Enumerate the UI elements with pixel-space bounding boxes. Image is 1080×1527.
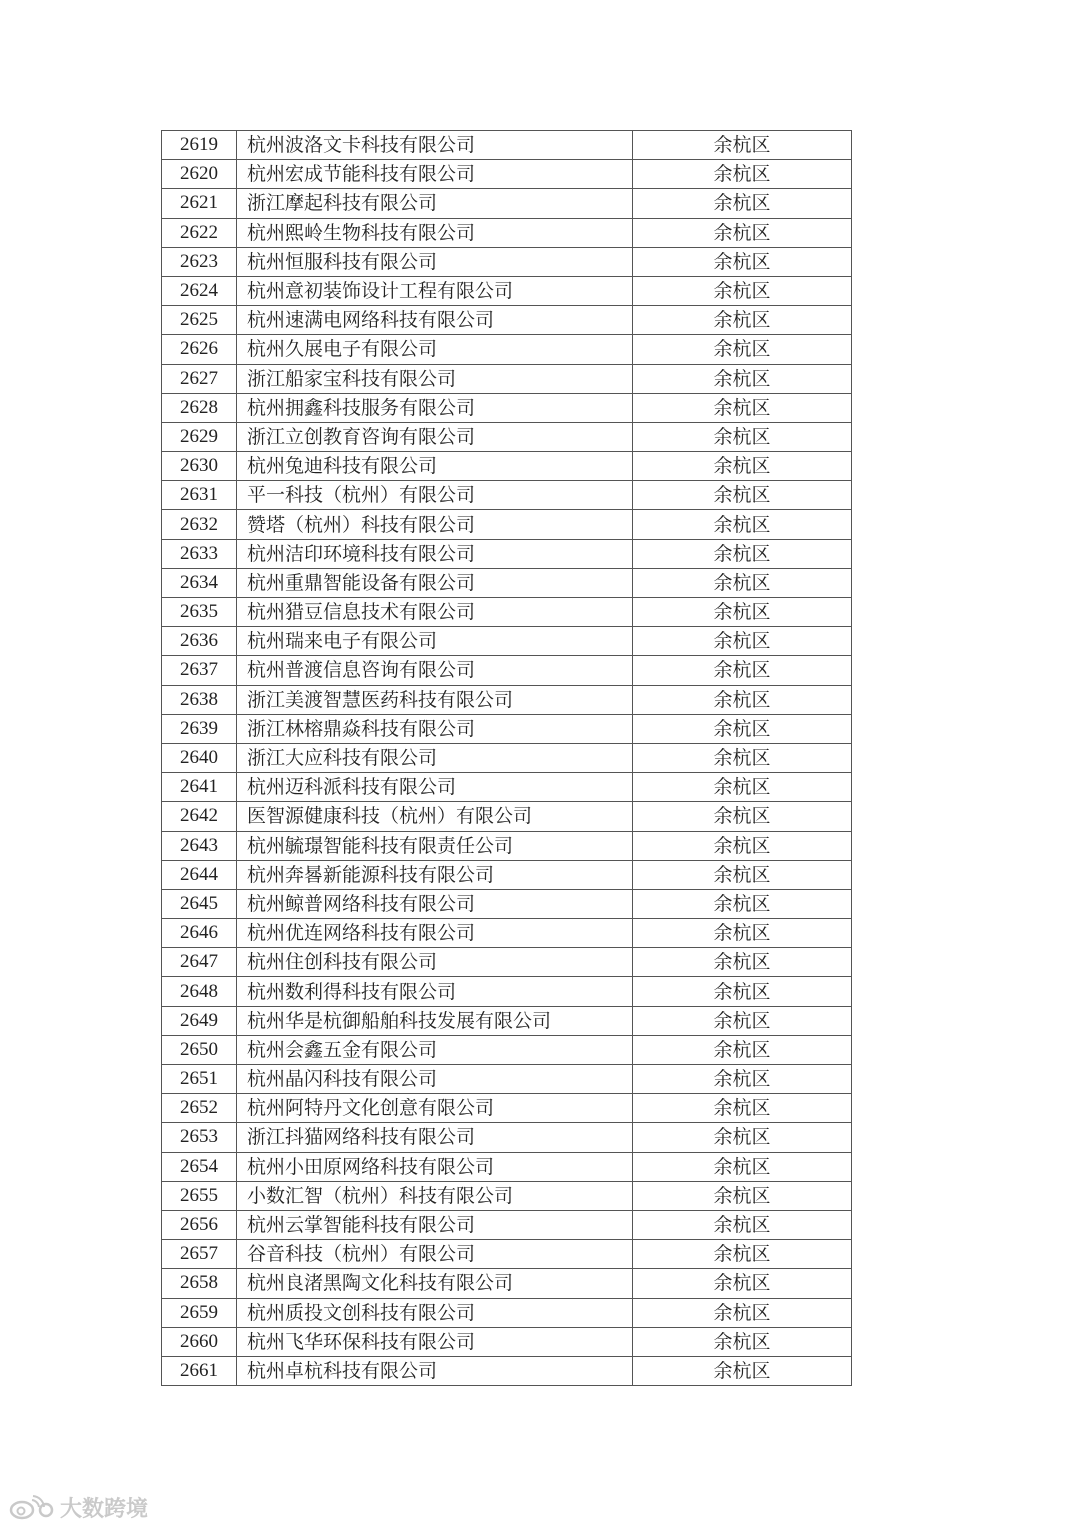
company-name: 赞塔（杭州）科技有限公司 bbox=[237, 510, 633, 539]
district-name: 余杭区 bbox=[633, 1356, 852, 1385]
company-name: 杭州猎豆信息技术有限公司 bbox=[237, 598, 633, 627]
table-row bbox=[162, 1123, 852, 1152]
row-number: 2624 bbox=[162, 276, 237, 305]
table-body bbox=[162, 131, 852, 1386]
row-number: 2640 bbox=[162, 743, 237, 772]
row-number: 2651 bbox=[162, 1065, 237, 1094]
row-number: 2660 bbox=[162, 1327, 237, 1356]
company-name: 浙江林榕鼎焱科技有限公司 bbox=[237, 714, 633, 743]
row-number: 2623 bbox=[162, 247, 237, 276]
district-name: 余杭区 bbox=[633, 1123, 852, 1152]
table-row bbox=[162, 364, 852, 393]
table-row bbox=[162, 1094, 852, 1123]
row-number: 2644 bbox=[162, 860, 237, 889]
row-number: 2636 bbox=[162, 627, 237, 656]
row-number: 2621 bbox=[162, 189, 237, 218]
company-name: 杭州兔迪科技有限公司 bbox=[237, 452, 633, 481]
district-name: 余杭区 bbox=[633, 335, 852, 364]
row-number: 2650 bbox=[162, 1035, 237, 1064]
row-number: 2641 bbox=[162, 773, 237, 802]
company-name: 杭州卓杭科技有限公司 bbox=[237, 1356, 633, 1385]
table-row bbox=[162, 1269, 852, 1298]
company-list-table bbox=[161, 130, 852, 1386]
row-number: 2619 bbox=[162, 131, 237, 160]
company-name: 杭州恒服科技有限公司 bbox=[237, 247, 633, 276]
company-name: 杭州住创科技有限公司 bbox=[237, 948, 633, 977]
table-row bbox=[162, 452, 852, 481]
row-number: 2649 bbox=[162, 1006, 237, 1035]
table-row bbox=[162, 568, 852, 597]
row-number: 2622 bbox=[162, 218, 237, 247]
district-name: 余杭区 bbox=[633, 160, 852, 189]
row-number: 2639 bbox=[162, 714, 237, 743]
company-name: 浙江船家宝科技有限公司 bbox=[237, 364, 633, 393]
district-name: 余杭区 bbox=[633, 598, 852, 627]
district-name: 余杭区 bbox=[633, 539, 852, 568]
district-name: 余杭区 bbox=[633, 393, 852, 422]
table-row bbox=[162, 539, 852, 568]
district-name: 余杭区 bbox=[633, 773, 852, 802]
company-name: 小数汇智（杭州）科技有限公司 bbox=[237, 1181, 633, 1210]
district-name: 余杭区 bbox=[633, 1269, 852, 1298]
row-number: 2631 bbox=[162, 481, 237, 510]
row-number: 2620 bbox=[162, 160, 237, 189]
table-row bbox=[162, 773, 852, 802]
table-row bbox=[162, 1152, 852, 1181]
company-name: 杭州会鑫五金有限公司 bbox=[237, 1035, 633, 1064]
table-row bbox=[162, 247, 852, 276]
district-name: 余杭区 bbox=[633, 510, 852, 539]
table-row bbox=[162, 1035, 852, 1064]
row-number: 2646 bbox=[162, 919, 237, 948]
row-number: 2656 bbox=[162, 1210, 237, 1239]
row-number: 2627 bbox=[162, 364, 237, 393]
district-name: 余杭区 bbox=[633, 1181, 852, 1210]
row-number: 2626 bbox=[162, 335, 237, 364]
company-name: 杭州晶闪科技有限公司 bbox=[237, 1065, 633, 1094]
company-name: 杭州宏成节能科技有限公司 bbox=[237, 160, 633, 189]
company-name: 浙江大应科技有限公司 bbox=[237, 743, 633, 772]
company-name: 杭州拥鑫科技服务有限公司 bbox=[237, 393, 633, 422]
district-name: 余杭区 bbox=[633, 189, 852, 218]
table-row bbox=[162, 802, 852, 831]
table-row bbox=[162, 189, 852, 218]
company-name: 杭州速满电网络科技有限公司 bbox=[237, 306, 633, 335]
district-name: 余杭区 bbox=[633, 422, 852, 451]
company-name: 杭州质投文创科技有限公司 bbox=[237, 1298, 633, 1327]
table-row bbox=[162, 160, 852, 189]
table-row bbox=[162, 1240, 852, 1269]
company-name: 杭州重鼎智能设备有限公司 bbox=[237, 568, 633, 597]
table-row bbox=[162, 685, 852, 714]
table-row bbox=[162, 714, 852, 743]
company-name: 浙江摩起科技有限公司 bbox=[237, 189, 633, 218]
district-name: 余杭区 bbox=[633, 131, 852, 160]
table-row bbox=[162, 510, 852, 539]
table-row bbox=[162, 1181, 852, 1210]
company-name: 杭州毓璟智能科技有限责任公司 bbox=[237, 831, 633, 860]
table-row bbox=[162, 743, 852, 772]
table-row bbox=[162, 1298, 852, 1327]
district-name: 余杭区 bbox=[633, 276, 852, 305]
row-number: 2638 bbox=[162, 685, 237, 714]
row-number: 2628 bbox=[162, 393, 237, 422]
row-number: 2645 bbox=[162, 889, 237, 918]
row-number: 2629 bbox=[162, 422, 237, 451]
row-number: 2630 bbox=[162, 452, 237, 481]
district-name: 余杭区 bbox=[633, 364, 852, 393]
district-name: 余杭区 bbox=[633, 685, 852, 714]
company-name: 杭州洁印环境科技有限公司 bbox=[237, 539, 633, 568]
table-row bbox=[162, 131, 852, 160]
company-name: 杭州飞华环保科技有限公司 bbox=[237, 1327, 633, 1356]
company-name: 杭州小田原网络科技有限公司 bbox=[237, 1152, 633, 1181]
company-name: 谷音科技（杭州）有限公司 bbox=[237, 1240, 633, 1269]
company-name: 浙江抖猫网络科技有限公司 bbox=[237, 1123, 633, 1152]
table-row bbox=[162, 977, 852, 1006]
table-row bbox=[162, 948, 852, 977]
watermark-text: 大数跨境 bbox=[60, 1497, 149, 1522]
table-row bbox=[162, 831, 852, 860]
district-name: 余杭区 bbox=[633, 1298, 852, 1327]
row-number: 2652 bbox=[162, 1094, 237, 1123]
district-name: 余杭区 bbox=[633, 481, 852, 510]
district-name: 余杭区 bbox=[633, 452, 852, 481]
company-name: 杭州波洛文卡科技有限公司 bbox=[237, 131, 633, 160]
table-row bbox=[162, 860, 852, 889]
company-name: 杭州华是杭御船舶科技发展有限公司 bbox=[237, 1006, 633, 1035]
company-name: 浙江美渡智慧医药科技有限公司 bbox=[237, 685, 633, 714]
district-name: 余杭区 bbox=[633, 802, 852, 831]
company-name: 杭州熙岭生物科技有限公司 bbox=[237, 218, 633, 247]
table-row bbox=[162, 276, 852, 305]
district-name: 余杭区 bbox=[633, 1327, 852, 1356]
district-name: 余杭区 bbox=[633, 627, 852, 656]
table-row bbox=[162, 1006, 852, 1035]
district-name: 余杭区 bbox=[633, 1006, 852, 1035]
table-row bbox=[162, 656, 852, 685]
district-name: 余杭区 bbox=[633, 247, 852, 276]
district-name: 余杭区 bbox=[633, 860, 852, 889]
district-name: 余杭区 bbox=[633, 743, 852, 772]
table-row bbox=[162, 627, 852, 656]
district-name: 余杭区 bbox=[633, 218, 852, 247]
district-name: 余杭区 bbox=[633, 656, 852, 685]
company-name: 杭州久展电子有限公司 bbox=[237, 335, 633, 364]
row-number: 2661 bbox=[162, 1356, 237, 1385]
company-name: 杭州良渚黑陶文化科技有限公司 bbox=[237, 1269, 633, 1298]
table-row bbox=[162, 335, 852, 364]
district-name: 余杭区 bbox=[633, 1210, 852, 1239]
company-name: 杭州鲸普网络科技有限公司 bbox=[237, 889, 633, 918]
row-number: 2633 bbox=[162, 539, 237, 568]
row-number: 2635 bbox=[162, 598, 237, 627]
table-row bbox=[162, 422, 852, 451]
row-number: 2634 bbox=[162, 568, 237, 597]
district-name: 余杭区 bbox=[633, 568, 852, 597]
row-number: 2648 bbox=[162, 977, 237, 1006]
company-name: 杭州意初装饰设计工程有限公司 bbox=[237, 276, 633, 305]
company-name: 杭州云掌智能科技有限公司 bbox=[237, 1210, 633, 1239]
table-row bbox=[162, 919, 852, 948]
district-name: 余杭区 bbox=[633, 919, 852, 948]
table-row bbox=[162, 889, 852, 918]
table-row bbox=[162, 393, 852, 422]
row-number: 2637 bbox=[162, 656, 237, 685]
company-name: 杭州迈科派科技有限公司 bbox=[237, 773, 633, 802]
district-name: 余杭区 bbox=[633, 977, 852, 1006]
company-name: 杭州奔晷新能源科技有限公司 bbox=[237, 860, 633, 889]
company-name: 浙江立创教育咨询有限公司 bbox=[237, 422, 633, 451]
row-number: 2643 bbox=[162, 831, 237, 860]
company-name: 杭州优连网络科技有限公司 bbox=[237, 919, 633, 948]
district-name: 余杭区 bbox=[633, 1152, 852, 1181]
watermark bbox=[8, 1492, 148, 1523]
company-name: 杭州阿特丹文化创意有限公司 bbox=[237, 1094, 633, 1123]
district-name: 余杭区 bbox=[633, 714, 852, 743]
row-number: 2659 bbox=[162, 1298, 237, 1327]
row-number: 2655 bbox=[162, 1181, 237, 1210]
district-name: 余杭区 bbox=[633, 889, 852, 918]
table-row bbox=[162, 1356, 852, 1385]
table-row bbox=[162, 218, 852, 247]
table-row bbox=[162, 481, 852, 510]
row-number: 2647 bbox=[162, 948, 237, 977]
row-number: 2653 bbox=[162, 1123, 237, 1152]
district-name: 余杭区 bbox=[633, 1240, 852, 1269]
row-number: 2654 bbox=[162, 1152, 237, 1181]
row-number: 2625 bbox=[162, 306, 237, 335]
company-name: 医智源健康科技（杭州）有限公司 bbox=[237, 802, 633, 831]
table-row bbox=[162, 306, 852, 335]
row-number: 2658 bbox=[162, 1269, 237, 1298]
district-name: 余杭区 bbox=[633, 1094, 852, 1123]
district-name: 余杭区 bbox=[633, 831, 852, 860]
company-name: 杭州瑞来电子有限公司 bbox=[237, 627, 633, 656]
row-number: 2642 bbox=[162, 802, 237, 831]
row-number: 2632 bbox=[162, 510, 237, 539]
table-row bbox=[162, 598, 852, 627]
district-name: 余杭区 bbox=[633, 306, 852, 335]
table-row bbox=[162, 1327, 852, 1356]
company-name: 杭州普渡信息咨询有限公司 bbox=[237, 656, 633, 685]
district-name: 余杭区 bbox=[633, 1035, 852, 1064]
company-name: 杭州数利得科技有限公司 bbox=[237, 977, 633, 1006]
district-name: 余杭区 bbox=[633, 1065, 852, 1094]
table-row bbox=[162, 1210, 852, 1239]
table-row bbox=[162, 1065, 852, 1094]
company-name: 平一科技（杭州）有限公司 bbox=[237, 481, 633, 510]
district-name: 余杭区 bbox=[633, 948, 852, 977]
row-number: 2657 bbox=[162, 1240, 237, 1269]
weibo-logo-icon bbox=[8, 1495, 54, 1521]
